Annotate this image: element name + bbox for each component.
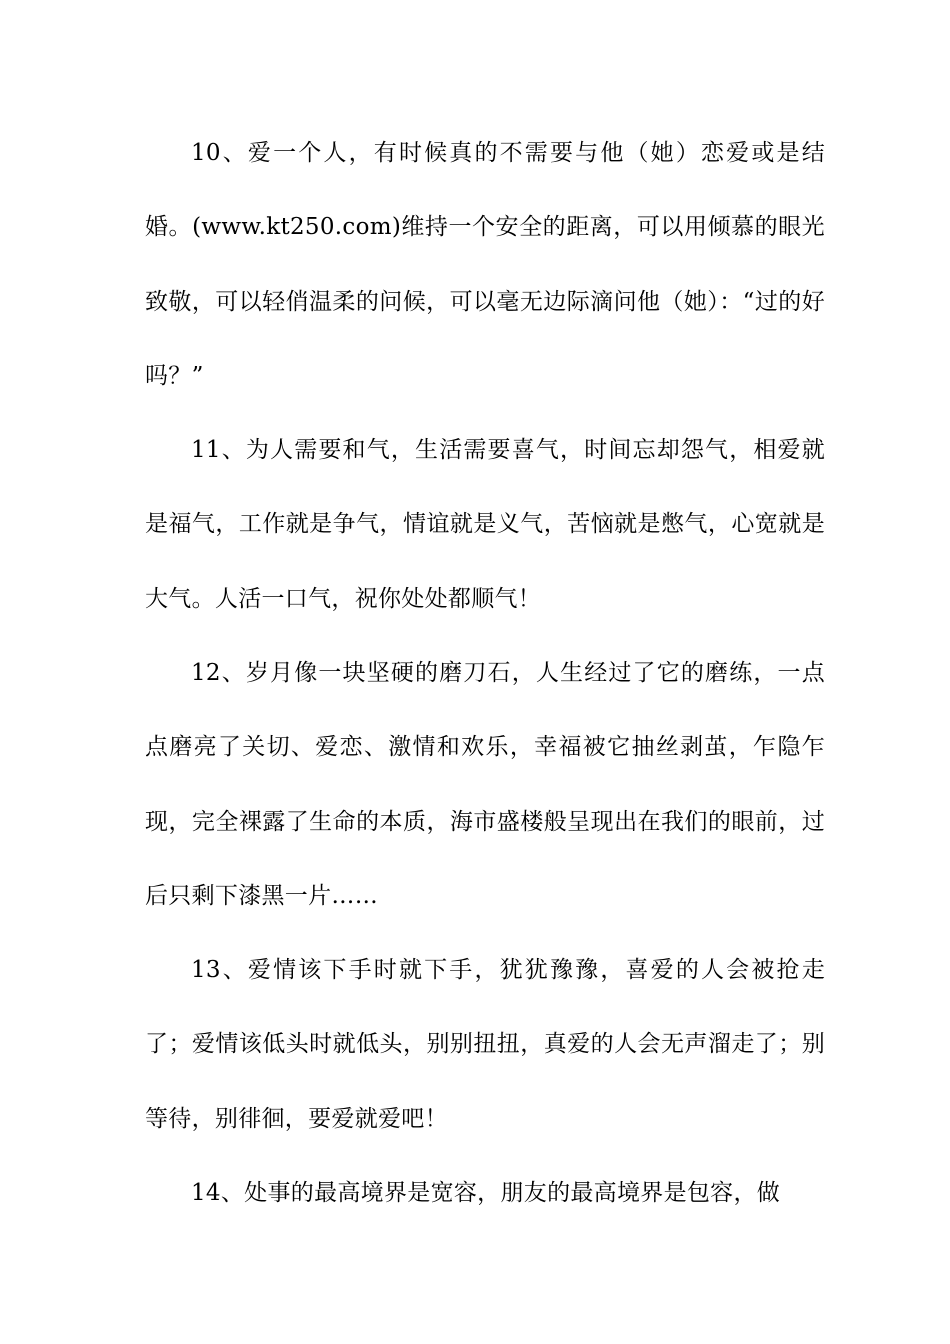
paragraph-13: 13、爱情该下手时就下手，犹犹豫豫，喜爱的人会被抢走了；爱情该低头时就低头，别别扭扭，真爱的人会无声溜走了；别等待，别徘徊，要爱就爱吧！ (145, 957, 825, 1132)
paragraph-11: 11、为人需要和气，生活需要喜气，时间忘却怨气，相爱就是福气，工作就是争气，情谊就是义气，苦恼就是憋气，心宽就是大气。人活一口气，祝你处处都顺气！ (145, 437, 825, 612)
paragraph-12: 12、岁月像一块坚硬的磨刀石，人生经过了它的磨练，一点点磨亮了关切、爱恋、激情和欢乐，幸福被它抽丝剥茧，乍隐乍现，完全裸露了生命的本质，海市盛楼般呈现出在我们的眼前，过后只剩下漆黑一片…… (145, 660, 825, 909)
paragraph-10: 10、爱一个人，有时候真的不需要与他（她）恋爱或是结婚。(www.kt250.com)维持一个安全的距离，可以用倾慕的眼光致敬，可以轻俏温柔的问候，可以毫无边际滴问他（她）：“过的好吗？” (145, 140, 825, 389)
paragraph-14: 14、处事的最高境界是宽容，朋友的最高境界是包容，做 (191, 1180, 781, 1206)
